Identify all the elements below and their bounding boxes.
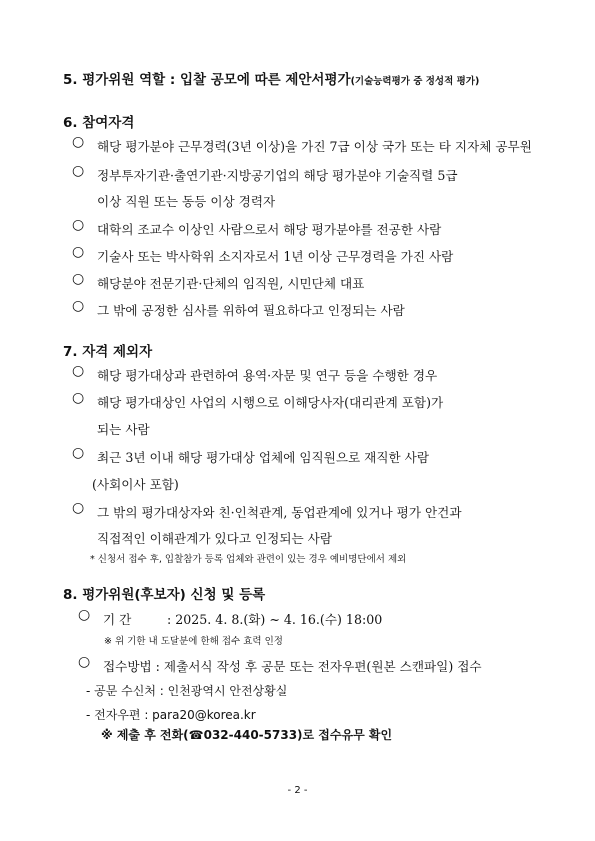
- s7-item-4-cont: 직접적인 이해관계가 있다고 인정되는 사람: [97, 531, 332, 546]
- s6-item-6: 그 밖에 공정한 심사를 위하여 필요하다고 인정되는 사람: [97, 303, 405, 318]
- s8-method: 접수방법 : 제출서식 작성 후 공문 또는 전자우편(원본 스캔파일) 접수: [103, 659, 482, 674]
- bullet-icon: ○: [78, 654, 91, 670]
- s7-item-3-cont: (사회이사 포함): [92, 477, 179, 492]
- bullet-icon: ○: [72, 271, 85, 287]
- section-7-title: 7. 자격 제외자: [63, 344, 153, 360]
- bullet-icon: ○: [72, 445, 85, 461]
- bullet-icon: ○: [72, 363, 85, 379]
- s7-item-1: 해당 평가대상과 관련하여 용역·자문 및 연구 등을 수행한 경우: [97, 368, 438, 383]
- s7-item-2: 해당 평가대상인 사업의 시행으로 이해당사자(대리관계 포함)가: [97, 395, 444, 410]
- s6-item-5: 해당분야 전문기관·단체의 임직원, 시민단체 대표: [97, 276, 365, 291]
- bullet-icon: ○: [72, 244, 85, 260]
- bullet-icon: ○: [78, 607, 91, 623]
- s7-item-2-cont: 되는 사람: [97, 422, 150, 437]
- bullet-icon: ○: [72, 217, 85, 233]
- s7-note: * 신청서 접수 후, 입찰참가 등록 업체와 관련이 있는 경우 예비명단에서 제외: [90, 554, 407, 565]
- s7-item-3: 최근 3년 이내 해당 평가대상 업체에 임직원으로 재직한 사람: [97, 450, 430, 465]
- s6-item-2: 정부투자기관·출연기관·지방공기업의 해당 평가분야 기술직렬 5급: [97, 168, 458, 183]
- bullet-icon: ○: [72, 500, 85, 516]
- s8-period-value: : 2025. 4. 8.(화) ~ 4. 16.(수) 18:00: [167, 612, 383, 627]
- s8-period-note: ※ 위 기한 내 도달분에 한해 접수 효력 인정: [104, 636, 283, 647]
- s6-item-1: 해당 평가분야 근무경력(3년 이상)을 가진 7급 이상 국가 또는 타 지자체 공무원: [97, 139, 532, 154]
- s8-confirm-note: ※ 제출 후 전화(☎032-440-5733)로 접수유무 확인: [101, 728, 393, 742]
- bullet-icon: ○: [72, 390, 85, 406]
- s6-item-2-cont: 이상 직원 또는 동등 이상 경력자: [97, 194, 276, 209]
- bullet-icon: ○: [72, 163, 85, 179]
- s8-dash-1: - 공문 수신처 : 인천광역시 안전상황실: [86, 684, 288, 698]
- section-5-title-small: (기술능력평가 중 정성적 평가): [350, 76, 480, 87]
- section-8-title: 8. 평가위원(후보자) 신청 및 등록: [63, 587, 266, 603]
- section-6-title: 6. 참여자격: [63, 115, 135, 131]
- s6-item-3: 대학의 조교수 이상인 사람으로서 해당 평가분야를 전공한 사람: [97, 222, 442, 237]
- bullet-icon: ○: [72, 298, 85, 314]
- s6-item-4: 기술사 또는 박사학위 소지자로서 1년 이상 근무경력을 가진 사람: [97, 249, 454, 264]
- s8-period-label: 기 간: [103, 612, 132, 627]
- bullet-icon: ○: [72, 134, 85, 150]
- s7-item-4: 그 밖의 평가대상자와 친·인척관계, 동업관계에 있거나 평가 안건과: [97, 505, 462, 520]
- page-number: - 2 -: [287, 785, 308, 796]
- section-5-title: [63, 68, 479, 88]
- s8-dash-2: - 전자우편 : para20@korea.kr: [86, 708, 256, 722]
- section-5-title-text: 5. 평가위원 역할 : 입찰 공모에 따른 제안서평가: [63, 72, 351, 88]
